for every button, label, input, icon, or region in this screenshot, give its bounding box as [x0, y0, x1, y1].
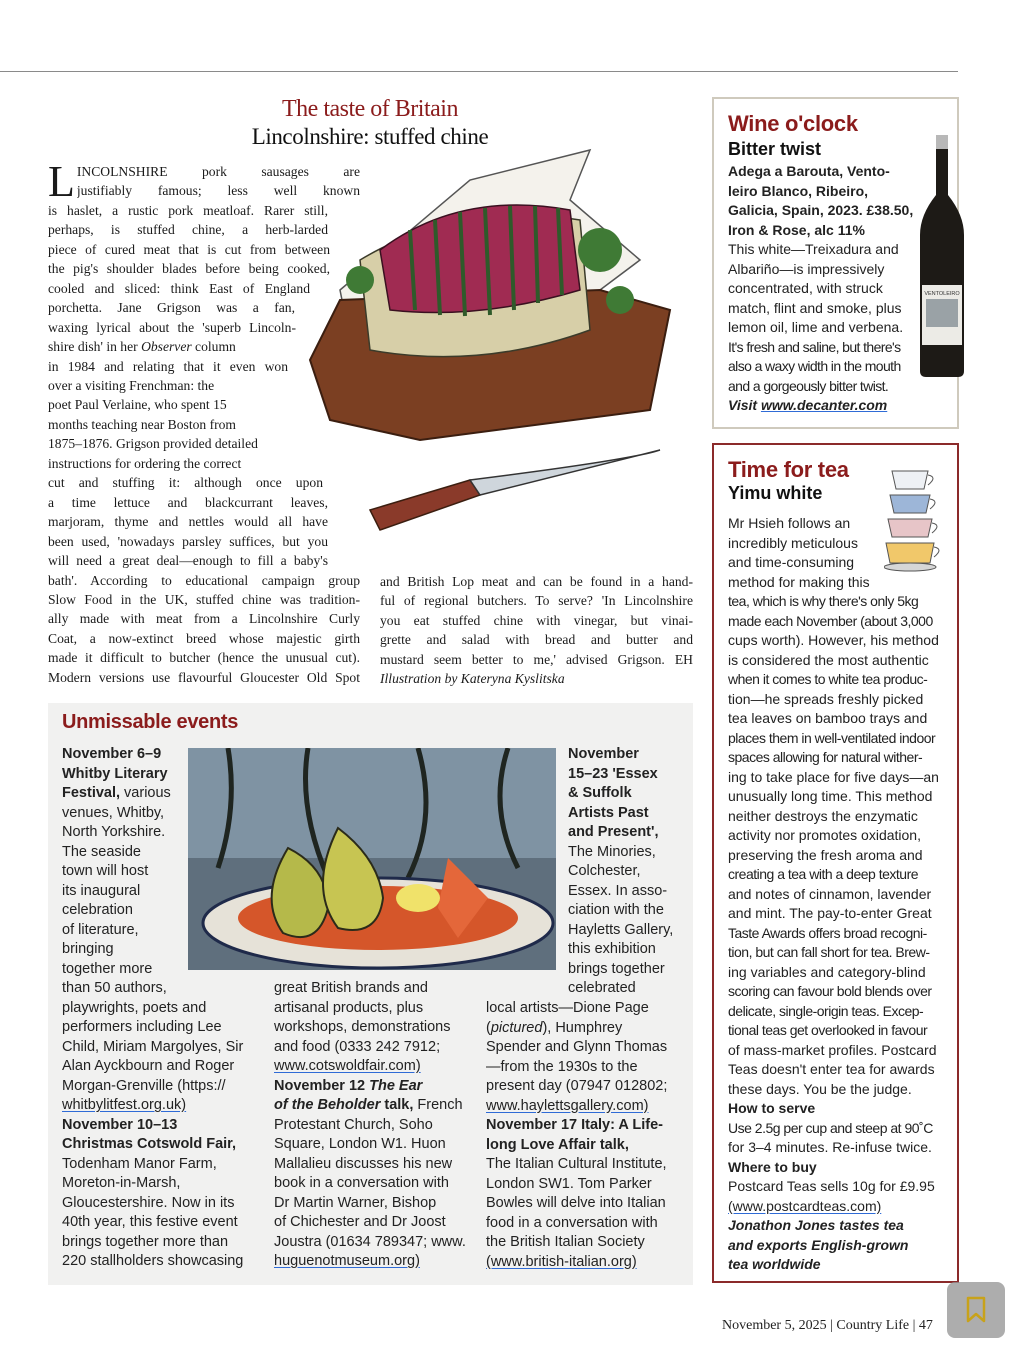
whitby-link[interactable]: whitbylitfest.org.uk) — [62, 1097, 187, 1113]
article-line: mustard seem better to me,' advised Grigson. EH — [380, 651, 693, 667]
article-line: and British Lop meat and can be found in a hand- — [380, 574, 693, 589]
knife-illustration — [360, 440, 700, 550]
article-line: made it difficult to butcher (hence the unusual cut). — [48, 650, 360, 666]
bookmark-button[interactable] — [947, 1282, 1005, 1338]
wine-title: Wine o'clock — [728, 111, 858, 136]
postcardteas-link[interactable]: (www.postcardteas.com) — [728, 1197, 882, 1214]
wine-bottle-image — [918, 135, 966, 377]
article-line: Coat, a now-extinct breed whose majestic girth — [48, 630, 360, 646]
tea-subtitle: Yimu white — [728, 483, 823, 503]
illustration-credit: Illustration by Kateryna Kyslitska — [380, 671, 565, 687]
cotswoldfair-link[interactable]: www.cotswoldfair.com) — [274, 1058, 421, 1074]
article-line: justifiably famous; less well known — [76, 183, 360, 199]
article-line: perhaps, is stuffed chine, a herb-larded — [48, 222, 328, 238]
article-kicker: The taste of Britain — [282, 96, 458, 122]
article-line: a time lettuce and blackcurrant leaves, — [48, 494, 328, 510]
article-line: cooled and sliced: think East of England — [48, 280, 310, 296]
drop-cap: L — [48, 157, 75, 206]
tea-title: Time for tea — [728, 457, 849, 482]
article-column-right — [380, 572, 693, 689]
article-line: instructions for ordering the correct — [48, 455, 242, 471]
article-line: bath'. According to educational campaign group — [48, 572, 360, 588]
article-line: shire dish' in her Observer column — [48, 339, 236, 355]
article-line: in 1984 and relating that it even won — [48, 358, 288, 374]
article-line: over a visiting Frenchman: the — [48, 377, 215, 393]
article-line: Modern versions use flavourful Gloucester Old Spot — [48, 669, 360, 685]
article-line: you eat stuffed chine with vinegar, but vinai- — [380, 612, 693, 628]
tea-panel — [712, 443, 959, 1283]
article-line: been used, 'nowadays parsley suffices, but you — [48, 533, 328, 549]
article-line: poet Paul Verlaine, who spent 15 — [48, 397, 227, 413]
page-footer: November 5, 2025 | Country Life | 47 — [722, 1318, 933, 1333]
svg-text:VENTOLEIRO: VENTOLEIRO — [924, 291, 960, 297]
article-line: INCOLNSHIRE pork sausages are — [76, 164, 360, 179]
article-line: porchetta. Jane Grigson was a fan, — [48, 300, 295, 316]
hayletts-link[interactable]: www.haylettsgallery.com) — [486, 1097, 649, 1114]
events-column-1: November 6–9 Whitby Literary Festival, various venues, Whitby, North Yorkshire. The seaside town will host its inaugural celebration of literature, bringing together more than 50 authors, playwrights, poets and performers including Lee Child, Miriam Margolyes, Sir Alan Ayckbourn and Roger Morgan-Grenville (https:// whitbylitfest.org.uk) November 10–13 Christmas Cotswold Fair, Todenham Manor Farm, Moreton-in-Marsh, Gloucestershire. Now in its 40th year, this festive event brings together more than 220 stallholders showcasing — [62, 745, 322, 1272]
article-line: 1875–1876. Grigson provided detailed — [48, 436, 258, 452]
events-column-3-bottom: local artists—Dione Page (pictured), Humphrey Spender and Glynn Thomas —from the 1930s to the present day (07947 012802; www.haylettsgallery.com) November 17 Italy: A Life- long Love Affair talk, The Italian Cultural Institute, London SW1. Tom Parker Bowles will delve into Italian food in a conversation with the British Italian Society (www.british-italian.org) — [486, 999, 692, 1272]
article-line: cut and stuffing it: although once upon — [48, 475, 323, 491]
article-line: ally made with meat from a Lincolnshire Curly — [48, 611, 360, 627]
article-line: grette and salad with bread and butter and — [380, 632, 693, 648]
top-rule — [0, 71, 958, 72]
events-panel — [48, 703, 693, 1285]
article-line: is haslet, a rustic pork meatloaf. Rarer still, — [48, 202, 328, 218]
article-line: will need a great deal—enough to fill a baby's — [48, 553, 328, 569]
article-line: waxing lyrical about the 'superb Lincoln- — [48, 319, 296, 335]
events-column-2: great British brands and artisanal products, plus workshops, demonstrations and food (0333 242 7912; www.cotswoldfair.com) November 12 The Ear of the Beholder talk, French Protestant Church, Soho Square, London W1. Huon Mallalieu discusses his new book in a conversation with Dr Martin Warner, Bishop of Chichester and Dr Joost Joustra (01634 789347; www. huguenotmuseum.org) — [274, 979, 474, 1272]
article-title: Lincolnshire: stuffed chine — [251, 124, 489, 149]
article-line: piece of cured meat that is cut from between — [48, 241, 330, 257]
wine-panel — [712, 97, 959, 429]
events-column-3-top: November 15–23 'Essex & Suffolk Artists Past and Present', The Minories, Colchester, Essex. In asso- ciation with the Hayletts Gallery, this exhibition brings together celebrated — [568, 746, 674, 996]
article-line: the pig's shoulder blades before being cooked, — [48, 261, 330, 277]
article-line: ful of regional butchers. To serve? 'In Lincolnshire — [380, 593, 693, 609]
british-italian-link[interactable]: (www.british-italian.org) — [486, 1253, 637, 1270]
article-line: Slow Food in the UK, stuffed chine was tradition- — [48, 591, 360, 607]
article-line: marjoram, thyme and nettles would all have — [48, 514, 328, 530]
tea-text: Mr Hsieh follows an incredibly meticulous and time-consuming method for making this tea, which is why there's only 5kg made each November (about 3,000 cups worth). However, his method is considered the most authentic when it comes to white tea produc- tion—he spreads freshly picked tea leaves on bamboo trays and places them in well-ventilated indoor spaces allowing for natural wither- ing to take place for five days—an unusually long time. This method neither destroys the enzymatic activity nor promotes oxidation, preserving the fresh aroma and creating a tea with a deep texture and notes of cinnamon, lavender and mint. The pay-to-enter Great Taste Awards offers broad recogni- tion, but can fall short for tea. Brew- ing variables and category-blind scoring can favour bold blends over delicate, single-origin teas. Excep- tional teas get overlooked in favour of mass-market profiles. Postcard Teas doesn't enter tea for awards these days. You be the judge. How to serve Use 2.5g per cup and steep at 90˚C for 3–4 minutes. Re-infuse twice. Where to buy Postcard Teas sells 10g for £9.95 (www.postcardteas.com) Jonathon Jones tastes tea and exports English-grown tea worldwide — [728, 514, 950, 1275]
wine-text: Adega a Barouta, Vento- leiro Blanco, Ribeiro, Galicia, Spain, 2023. £38.50, Iron & Rose, alc 11% This white—Treixadura and Albariño—is impressively concentrated, with struck match, flint and smoke, plus lemon oil, lime and verbena. It's fresh and saline, but there's also a waxy width in the mouth and a gorgeously bitter twist. Visit www.decanter.com — [728, 163, 914, 413]
decanter-link[interactable]: www.decanter.com — [760, 397, 888, 413]
huguenot-link[interactable]: huguenotmuseum.org) — [274, 1253, 420, 1269]
wine-subtitle: Bitter twist — [728, 139, 822, 159]
bookmark-icon — [964, 1296, 988, 1324]
events-title: Unmissable events — [62, 711, 239, 733]
stuffed-chine-illustration — [300, 140, 680, 460]
article-line: months teaching near Boston from — [48, 416, 237, 432]
